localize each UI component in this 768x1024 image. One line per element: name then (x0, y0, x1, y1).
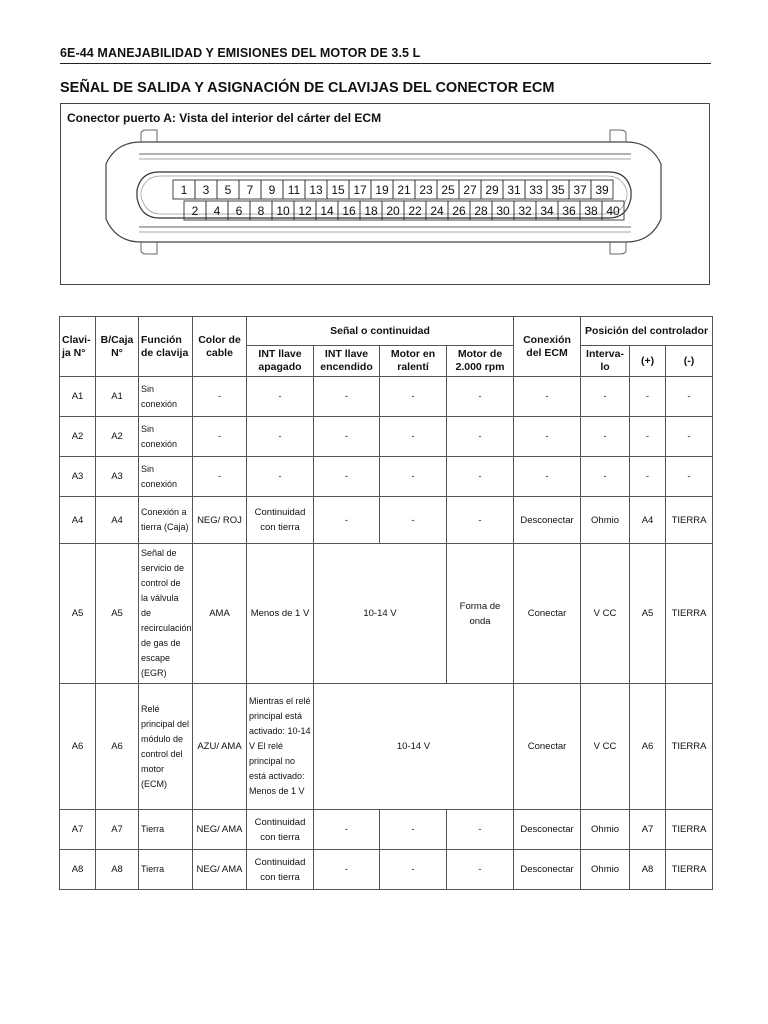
header-posicion: Posición del controlador (581, 317, 713, 346)
header-ralenti: Motor en ralentí (380, 346, 447, 377)
pin-label: 13 (309, 183, 323, 197)
cell-color: - (193, 377, 247, 417)
cell-intervalo: - (581, 377, 630, 417)
pin-label: 25 (441, 183, 455, 197)
pin-label: 2 (191, 204, 199, 218)
cell-int-off: - (247, 417, 314, 457)
cell-funcion: Relé principal del módulo de control del motor (ECM) (139, 684, 193, 810)
cell-plus: A7 (630, 810, 666, 850)
pin-label: 32 (518, 204, 532, 218)
cell-pin: A7 (60, 810, 96, 850)
cell-rpm: - (447, 497, 514, 544)
cell-minus: - (666, 457, 713, 497)
cell-pin: A1 (60, 377, 96, 417)
pin-label: 39 (595, 183, 609, 197)
cell-minus: - (666, 377, 713, 417)
pin-label: 18 (364, 204, 378, 218)
cell-conexion: Conectar (514, 684, 581, 810)
cell-plus: A4 (630, 497, 666, 544)
cell-minus: TIERRA (666, 684, 713, 810)
connector-ear-top-right (610, 130, 626, 142)
cell-bcaja: A5 (96, 544, 139, 684)
table-row (60, 684, 713, 810)
pin-label: 11 (287, 183, 301, 197)
cell-int-on: - (314, 810, 380, 850)
pin-label: 26 (452, 204, 466, 218)
cell-pin: A6 (60, 684, 96, 810)
table-row (60, 417, 713, 457)
cell-bcaja: A7 (96, 810, 139, 850)
pin-label: 23 (419, 183, 433, 197)
pin-label: 19 (375, 183, 389, 197)
cell-pin: A4 (60, 497, 96, 544)
pin-label: 8 (257, 204, 265, 218)
cell-conexion: - (514, 417, 581, 457)
cell-intervalo: Ohmio (581, 497, 630, 544)
cell-color: - (193, 457, 247, 497)
pin-label: 21 (397, 183, 411, 197)
connector-ear-bottom-right (610, 242, 626, 254)
table-row (60, 497, 713, 544)
table-row (60, 457, 713, 497)
header-plus: (+) (630, 346, 666, 377)
pin-label: 12 (298, 204, 312, 218)
cell-int-off: Continuidad con tierra (247, 850, 314, 890)
cell-int-on: - (314, 850, 380, 890)
pin-label: 14 (320, 204, 334, 218)
cell-merged-signal: 10-14 V (314, 684, 514, 810)
cell-int-on: - (314, 497, 380, 544)
header-intervalo: Interva-lo (581, 346, 630, 377)
cell-rpm: - (447, 810, 514, 850)
header-minus: (-) (666, 346, 713, 377)
cell-bcaja: A3 (96, 457, 139, 497)
cell-color: - (193, 417, 247, 457)
cell-pin: A2 (60, 417, 96, 457)
cell-rpm: Forma de onda (447, 544, 514, 684)
cell-ralenti: - (380, 850, 447, 890)
header-senal: Señal o continuidad (247, 317, 514, 346)
header-int-off: INT llave apagado (247, 346, 314, 377)
pin-label: 29 (485, 183, 499, 197)
cell-bcaja: A2 (96, 417, 139, 457)
cell-ralenti: - (380, 810, 447, 850)
pin-label: 4 (213, 204, 221, 218)
cell-rpm: - (447, 457, 514, 497)
pin-label: 30 (496, 204, 510, 218)
connector-caption: Conector puerto A: Vista del interior del cárter del ECM (67, 111, 382, 125)
cell-plus: A5 (630, 544, 666, 684)
cell-funcion: Señal de servicio de control de la válvula de recirculación de gas de escape (EGR) (139, 544, 193, 684)
cell-intervalo: V CC (581, 684, 630, 810)
cell-conexion: Desconectar (514, 810, 581, 850)
cell-rpm: - (447, 417, 514, 457)
pin-label: 20 (386, 204, 400, 218)
pin-label: 17 (353, 183, 367, 197)
connector-ear-top-left (141, 130, 157, 142)
pin-label: 27 (463, 183, 477, 197)
cell-int-off: - (247, 457, 314, 497)
cell-bcaja: A4 (96, 497, 139, 544)
cell-minus: TIERRA (666, 810, 713, 850)
connector-drawing (61, 104, 711, 286)
pin-label: 37 (573, 183, 587, 197)
cell-plus: A8 (630, 850, 666, 890)
cell-int-off: Continuidad con tierra (247, 810, 314, 850)
cell-conexion: Desconectar (514, 850, 581, 890)
cell-intervalo: Ohmio (581, 850, 630, 890)
cell-minus: TIERRA (666, 544, 713, 684)
pin-label: 3 (202, 183, 210, 197)
cell-pin: A8 (60, 850, 96, 890)
cell-pin: A5 (60, 544, 96, 684)
pin-label: 28 (474, 204, 488, 218)
cell-int-on: - (314, 417, 380, 457)
cell-int-off: Menos de 1 V (247, 544, 314, 684)
cell-rpm: - (447, 850, 514, 890)
cell-bcaja: A8 (96, 850, 139, 890)
table-row (60, 377, 713, 417)
cell-plus: - (630, 377, 666, 417)
cell-intervalo: - (581, 457, 630, 497)
cell-conexion: Desconectar (514, 497, 581, 544)
cell-funcion: Tierra (139, 850, 193, 890)
cell-pin: A3 (60, 457, 96, 497)
cell-color: NEG/ AMA (193, 810, 247, 850)
cell-plus: - (630, 417, 666, 457)
pin-label: 34 (540, 204, 554, 218)
pin-label: 15 (331, 183, 345, 197)
cell-conexion: Conectar (514, 544, 581, 684)
cell-rpm: - (447, 377, 514, 417)
cell-ralenti: - (380, 377, 447, 417)
cell-plus: A6 (630, 684, 666, 810)
table-row (60, 810, 713, 850)
cell-ralenti: - (380, 417, 447, 457)
cell-funcion: Sin conexión (139, 417, 193, 457)
cell-int-off: Continuidad con tierra (247, 497, 314, 544)
pin-label: 22 (408, 204, 422, 218)
pin-label: 9 (268, 183, 276, 197)
header-int-on: INT llave encendido (314, 346, 380, 377)
pin-label: 10 (276, 204, 290, 218)
cell-int-on: - (314, 457, 380, 497)
header-bcaja: B/Caja N° (96, 317, 139, 377)
cell-funcion: Conexión a tierra (Caja) (139, 497, 193, 544)
cell-intervalo: Ohmio (581, 810, 630, 850)
cell-intervalo: V CC (581, 544, 630, 684)
pin-label: 31 (507, 183, 521, 197)
header-pin: Clavi-ja N° (60, 317, 96, 377)
cell-int-off: - (247, 377, 314, 417)
cell-ralenti: - (380, 457, 447, 497)
pin-label: 40 (606, 204, 620, 218)
pin-label: 38 (584, 204, 598, 218)
cell-color: NEG/ AMA (193, 850, 247, 890)
cell-minus: - (666, 417, 713, 457)
cell-color: NEG/ ROJ (193, 497, 247, 544)
cell-funcion: Sin conexión (139, 457, 193, 497)
cell-minus: TIERRA (666, 850, 713, 890)
pin-label: 33 (529, 183, 543, 197)
table-row (60, 850, 713, 890)
header-funcion: Función de clavija (139, 317, 193, 377)
cell-bcaja: A1 (96, 377, 139, 417)
header-conexion: Conexión del ECM (514, 317, 581, 377)
cell-funcion: Sin conexión (139, 377, 193, 417)
page-header: 6E-44 MANEJABILIDAD Y EMISIONES DEL MOTOR DE 3.5 L (60, 46, 711, 64)
header-rpm: Motor de 2.000 rpm (447, 346, 514, 377)
section-title: SEÑAL DE SALIDA Y ASIGNACIÓN DE CLAVIJAS DEL CONECTOR ECM (60, 80, 555, 96)
connector-diagram-box (60, 103, 710, 285)
cell-bcaja: A6 (96, 684, 139, 810)
header-color: Color de cable (193, 317, 247, 377)
cell-funcion: Tierra (139, 810, 193, 850)
pin-label: 24 (430, 204, 444, 218)
pin-label: 1 (180, 183, 188, 197)
cell-conexion: - (514, 457, 581, 497)
pin-label: 35 (551, 183, 565, 197)
cell-minus: TIERRA (666, 497, 713, 544)
cell-conexion: - (514, 377, 581, 417)
pin-label: 6 (235, 204, 243, 218)
cell-int-off: Mientras el relé principal está activado: 10-14 V El relé principal no está activado: Menos de 1 V (247, 684, 314, 810)
cell-int-on: - (314, 377, 380, 417)
connector-ear-bottom-left (141, 242, 157, 254)
cell-color: AZU/ AMA (193, 684, 247, 810)
cell-intervalo: - (581, 417, 630, 457)
cell-merged-signal: 10-14 V (314, 544, 447, 684)
pin-label: 16 (342, 204, 356, 218)
pin-label: 7 (246, 183, 254, 197)
pin-label: 36 (562, 204, 576, 218)
cell-color: AMA (193, 544, 247, 684)
table-row (60, 544, 713, 684)
cell-ralenti: - (380, 497, 447, 544)
pin-assignment-table (59, 316, 713, 890)
cell-plus: - (630, 457, 666, 497)
pin-label: 5 (224, 183, 232, 197)
